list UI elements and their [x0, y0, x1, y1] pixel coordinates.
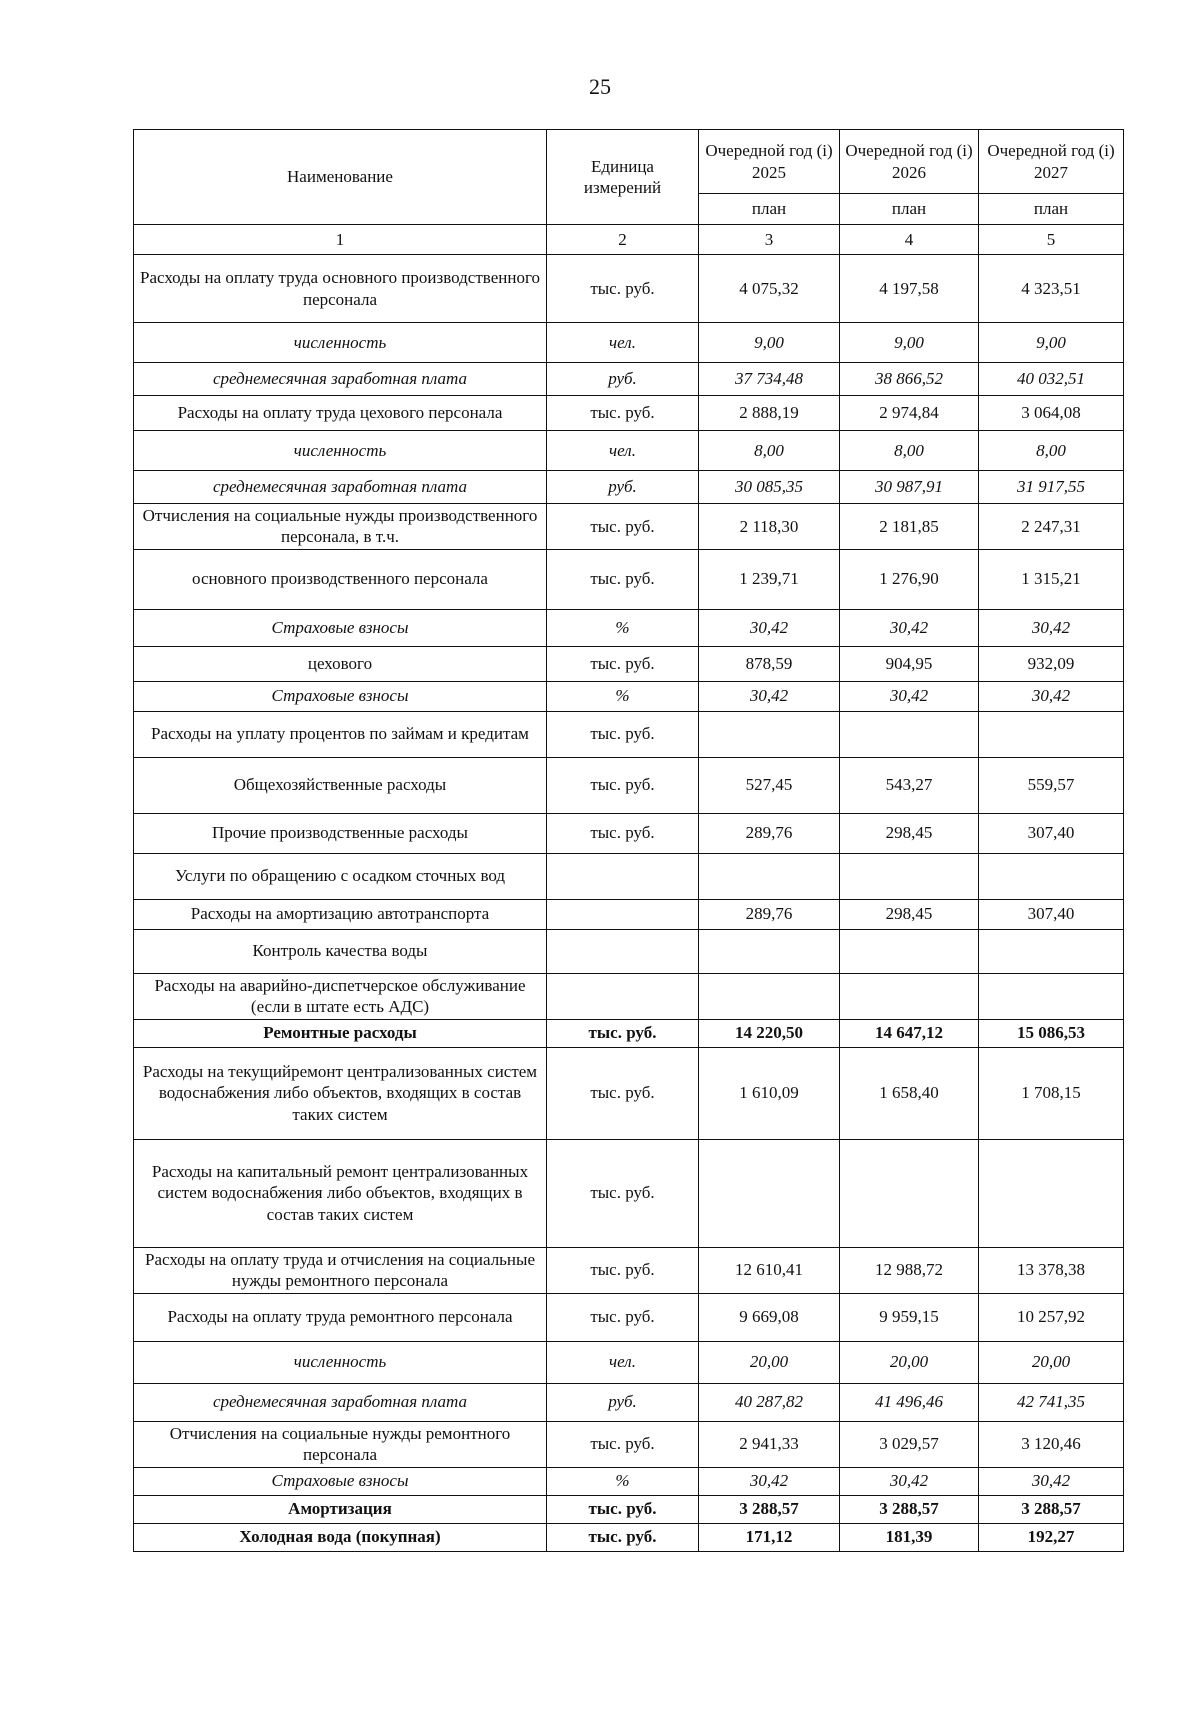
header-year-2027: Очередной год (i) 2027: [979, 130, 1124, 194]
row-unit: тыс. руб.: [547, 757, 699, 813]
row-name: основного производственного персонала: [134, 549, 547, 609]
value-2027: 3 120,46: [979, 1421, 1124, 1467]
value-2027: [979, 711, 1124, 757]
value-2027: 30,42: [979, 1467, 1124, 1495]
budget-table: [133, 129, 1124, 1552]
row-name: Расходы на оплату труда ремонтного персонала: [134, 1293, 547, 1341]
header-plan-2026: план: [840, 194, 979, 225]
value-2027: 13 378,38: [979, 1247, 1124, 1293]
value-2025: 30 085,35: [699, 471, 840, 504]
table-row: [134, 1523, 1124, 1551]
table-row: [134, 504, 1124, 550]
row-unit: %: [547, 681, 699, 711]
row-name: Расходы на оплату труда и отчисления на социальные нужды ремонтного персонала: [134, 1247, 547, 1293]
value-2027: 40 032,51: [979, 363, 1124, 396]
row-unit: тыс. руб.: [547, 1421, 699, 1467]
value-2025: 3 288,57: [699, 1495, 840, 1523]
value-2026: 3 029,57: [840, 1421, 979, 1467]
row-name: Расходы на оплату труда основного производственного персонала: [134, 255, 547, 323]
row-unit: чел.: [547, 1341, 699, 1383]
row-name: Холодная вода (покупная): [134, 1523, 547, 1551]
table-row: [134, 549, 1124, 609]
value-2027: 2 247,31: [979, 504, 1124, 550]
value-2027: 20,00: [979, 1341, 1124, 1383]
row-name: Отчисления на социальные нужды производственного персонала, в т.ч.: [134, 504, 547, 550]
value-2025: [699, 711, 840, 757]
table-row: [134, 255, 1124, 323]
col-number-3: 3: [699, 225, 840, 255]
row-unit: тыс. руб.: [547, 813, 699, 853]
table-row: [134, 929, 1124, 973]
row-unit: тыс. руб.: [547, 549, 699, 609]
row-unit: тыс. руб.: [547, 255, 699, 323]
row-unit: [547, 899, 699, 929]
table-row: [134, 1047, 1124, 1139]
value-2025: 20,00: [699, 1341, 840, 1383]
row-name: Ремонтные расходы: [134, 1019, 547, 1047]
row-name: среднемесячная заработная плата: [134, 1383, 547, 1421]
table-row: [134, 1247, 1124, 1293]
value-2025: 40 287,82: [699, 1383, 840, 1421]
value-2025: 30,42: [699, 1467, 840, 1495]
header-plan-2027: план: [979, 194, 1124, 225]
table-row: [134, 1383, 1124, 1421]
value-2025: [699, 853, 840, 899]
value-2026: [840, 853, 979, 899]
row-name: численность: [134, 431, 547, 471]
table-row: [134, 323, 1124, 363]
header-name: Наименование: [134, 130, 547, 225]
value-2025: [699, 929, 840, 973]
row-name: численность: [134, 323, 547, 363]
row-unit: %: [547, 609, 699, 646]
value-2026: 2 974,84: [840, 396, 979, 431]
table-body: [134, 255, 1124, 1552]
value-2025: 1 239,71: [699, 549, 840, 609]
value-2025: 2 941,33: [699, 1421, 840, 1467]
value-2026: [840, 929, 979, 973]
table-row: [134, 1293, 1124, 1341]
table-row: [134, 899, 1124, 929]
value-2026: 1 658,40: [840, 1047, 979, 1139]
row-unit: тыс. руб.: [547, 1047, 699, 1139]
value-2026: 298,45: [840, 813, 979, 853]
value-2025: 2 118,30: [699, 504, 840, 550]
value-2026: 30,42: [840, 1467, 979, 1495]
value-2025: 9,00: [699, 323, 840, 363]
table-row: [134, 813, 1124, 853]
table-row: [134, 973, 1124, 1019]
row-unit: руб.: [547, 363, 699, 396]
row-unit: [547, 973, 699, 1019]
value-2027: 1 315,21: [979, 549, 1124, 609]
value-2026: 30,42: [840, 609, 979, 646]
value-2027: 932,09: [979, 646, 1124, 681]
value-2025: 2 888,19: [699, 396, 840, 431]
value-2025: 1 610,09: [699, 1047, 840, 1139]
value-2027: 10 257,92: [979, 1293, 1124, 1341]
row-unit: [547, 853, 699, 899]
row-unit: руб.: [547, 1383, 699, 1421]
row-unit: руб.: [547, 471, 699, 504]
col-number-2: 2: [547, 225, 699, 255]
row-name: Расходы на аварийно-диспетчерское обслуживание (если в штате есть АДС): [134, 973, 547, 1019]
row-name: Расходы на оплату труда цехового персонала: [134, 396, 547, 431]
row-unit: тыс. руб.: [547, 1139, 699, 1247]
row-name: цехового: [134, 646, 547, 681]
value-2025: 289,76: [699, 899, 840, 929]
col-number-5: 5: [979, 225, 1124, 255]
value-2026: 4 197,58: [840, 255, 979, 323]
value-2026: 181,39: [840, 1523, 979, 1551]
value-2026: 30,42: [840, 681, 979, 711]
value-2025: 878,59: [699, 646, 840, 681]
row-name: Общехозяйственные расходы: [134, 757, 547, 813]
row-unit: тыс. руб.: [547, 1523, 699, 1551]
row-name: Амортизация: [134, 1495, 547, 1523]
value-2026: [840, 973, 979, 1019]
value-2027: [979, 853, 1124, 899]
value-2026: 38 866,52: [840, 363, 979, 396]
value-2027: 30,42: [979, 681, 1124, 711]
value-2025: 4 075,32: [699, 255, 840, 323]
value-2027: [979, 1139, 1124, 1247]
row-unit: тыс. руб.: [547, 1293, 699, 1341]
value-2025: 37 734,48: [699, 363, 840, 396]
value-2025: 9 669,08: [699, 1293, 840, 1341]
table-row: [134, 1495, 1124, 1523]
value-2026: 9 959,15: [840, 1293, 979, 1341]
col-number-4: 4: [840, 225, 979, 255]
value-2026: 2 181,85: [840, 504, 979, 550]
value-2026: 298,45: [840, 899, 979, 929]
value-2026: 41 496,46: [840, 1383, 979, 1421]
row-unit: тыс. руб.: [547, 1247, 699, 1293]
value-2025: 289,76: [699, 813, 840, 853]
row-name: Контроль качества воды: [134, 929, 547, 973]
row-unit: тыс. руб.: [547, 1019, 699, 1047]
table-row: [134, 1019, 1124, 1047]
table-header: [134, 130, 1124, 255]
value-2026: 14 647,12: [840, 1019, 979, 1047]
table-row: [134, 757, 1124, 813]
row-name: Страховые взносы: [134, 609, 547, 646]
header-unit: Единица измерений: [547, 130, 699, 225]
value-2026: 30 987,91: [840, 471, 979, 504]
value-2027: 3 064,08: [979, 396, 1124, 431]
value-2025: 171,12: [699, 1523, 840, 1551]
row-name: Расходы на текущийремонт централизованных систем водоснабжения либо объектов, входящих в состав таких систем: [134, 1047, 547, 1139]
value-2025: 30,42: [699, 609, 840, 646]
value-2027: 9,00: [979, 323, 1124, 363]
value-2025: [699, 973, 840, 1019]
row-name: Страховые взносы: [134, 681, 547, 711]
table-row: [134, 1467, 1124, 1495]
page-number: 25: [589, 74, 611, 99]
value-2027: 559,57: [979, 757, 1124, 813]
table-row: [134, 1139, 1124, 1247]
table-row: [134, 646, 1124, 681]
row-name: Расходы на амортизацию автотранспорта: [134, 899, 547, 929]
row-unit: тыс. руб.: [547, 504, 699, 550]
row-name: среднемесячная заработная плата: [134, 363, 547, 396]
table-row: [134, 853, 1124, 899]
row-unit: чел.: [547, 323, 699, 363]
value-2026: 9,00: [840, 323, 979, 363]
value-2027: 4 323,51: [979, 255, 1124, 323]
row-unit: [547, 929, 699, 973]
value-2025: 527,45: [699, 757, 840, 813]
value-2027: [979, 929, 1124, 973]
row-name: среднемесячная заработная плата: [134, 471, 547, 504]
value-2027: 42 741,35: [979, 1383, 1124, 1421]
row-name: Услуги по обращению с осадком сточных вод: [134, 853, 547, 899]
table-row: [134, 1341, 1124, 1383]
value-2025: [699, 1139, 840, 1247]
value-2027: 3 288,57: [979, 1495, 1124, 1523]
row-unit: тыс. руб.: [547, 1495, 699, 1523]
value-2026: [840, 711, 979, 757]
value-2026: 3 288,57: [840, 1495, 979, 1523]
header-year-2025: Очередной год (i) 2025: [699, 130, 840, 194]
col-number-1: 1: [134, 225, 547, 255]
value-2027: 192,27: [979, 1523, 1124, 1551]
value-2026: 12 988,72: [840, 1247, 979, 1293]
table-row: [134, 609, 1124, 646]
row-unit: тыс. руб.: [547, 711, 699, 757]
row-name: Страховые взносы: [134, 1467, 547, 1495]
value-2026: 8,00: [840, 431, 979, 471]
table-row: [134, 396, 1124, 431]
value-2026: 543,27: [840, 757, 979, 813]
row-name: численность: [134, 1341, 547, 1383]
row-name: Отчисления на социальные нужды ремонтного персонала: [134, 1421, 547, 1467]
table-row: [134, 431, 1124, 471]
value-2027: 30,42: [979, 609, 1124, 646]
value-2027: 1 708,15: [979, 1047, 1124, 1139]
row-unit: чел.: [547, 431, 699, 471]
value-2026: 904,95: [840, 646, 979, 681]
value-2026: [840, 1139, 979, 1247]
value-2025: 30,42: [699, 681, 840, 711]
value-2027: 307,40: [979, 899, 1124, 929]
value-2027: 15 086,53: [979, 1019, 1124, 1047]
row-name: Расходы на капитальный ремонт централизованных систем водоснабжения либо объектов, входящих в состав таких систем: [134, 1139, 547, 1247]
row-unit: тыс. руб.: [547, 646, 699, 681]
value-2026: 20,00: [840, 1341, 979, 1383]
table-row: [134, 1421, 1124, 1467]
value-2027: 31 917,55: [979, 471, 1124, 504]
value-2027: 8,00: [979, 431, 1124, 471]
table-row: [134, 471, 1124, 504]
table-row: [134, 681, 1124, 711]
value-2027: 307,40: [979, 813, 1124, 853]
value-2027: [979, 973, 1124, 1019]
value-2026: 1 276,90: [840, 549, 979, 609]
table-row: [134, 711, 1124, 757]
row-name: Расходы на уплату процентов по займам и кредитам: [134, 711, 547, 757]
row-name: Прочие производственные расходы: [134, 813, 547, 853]
value-2025: 8,00: [699, 431, 840, 471]
header-year-2026: Очередной год (i) 2026: [840, 130, 979, 194]
row-unit: %: [547, 1467, 699, 1495]
value-2025: 14 220,50: [699, 1019, 840, 1047]
table-row: [134, 363, 1124, 396]
header-plan-2025: план: [699, 194, 840, 225]
row-unit: тыс. руб.: [547, 396, 699, 431]
value-2025: 12 610,41: [699, 1247, 840, 1293]
